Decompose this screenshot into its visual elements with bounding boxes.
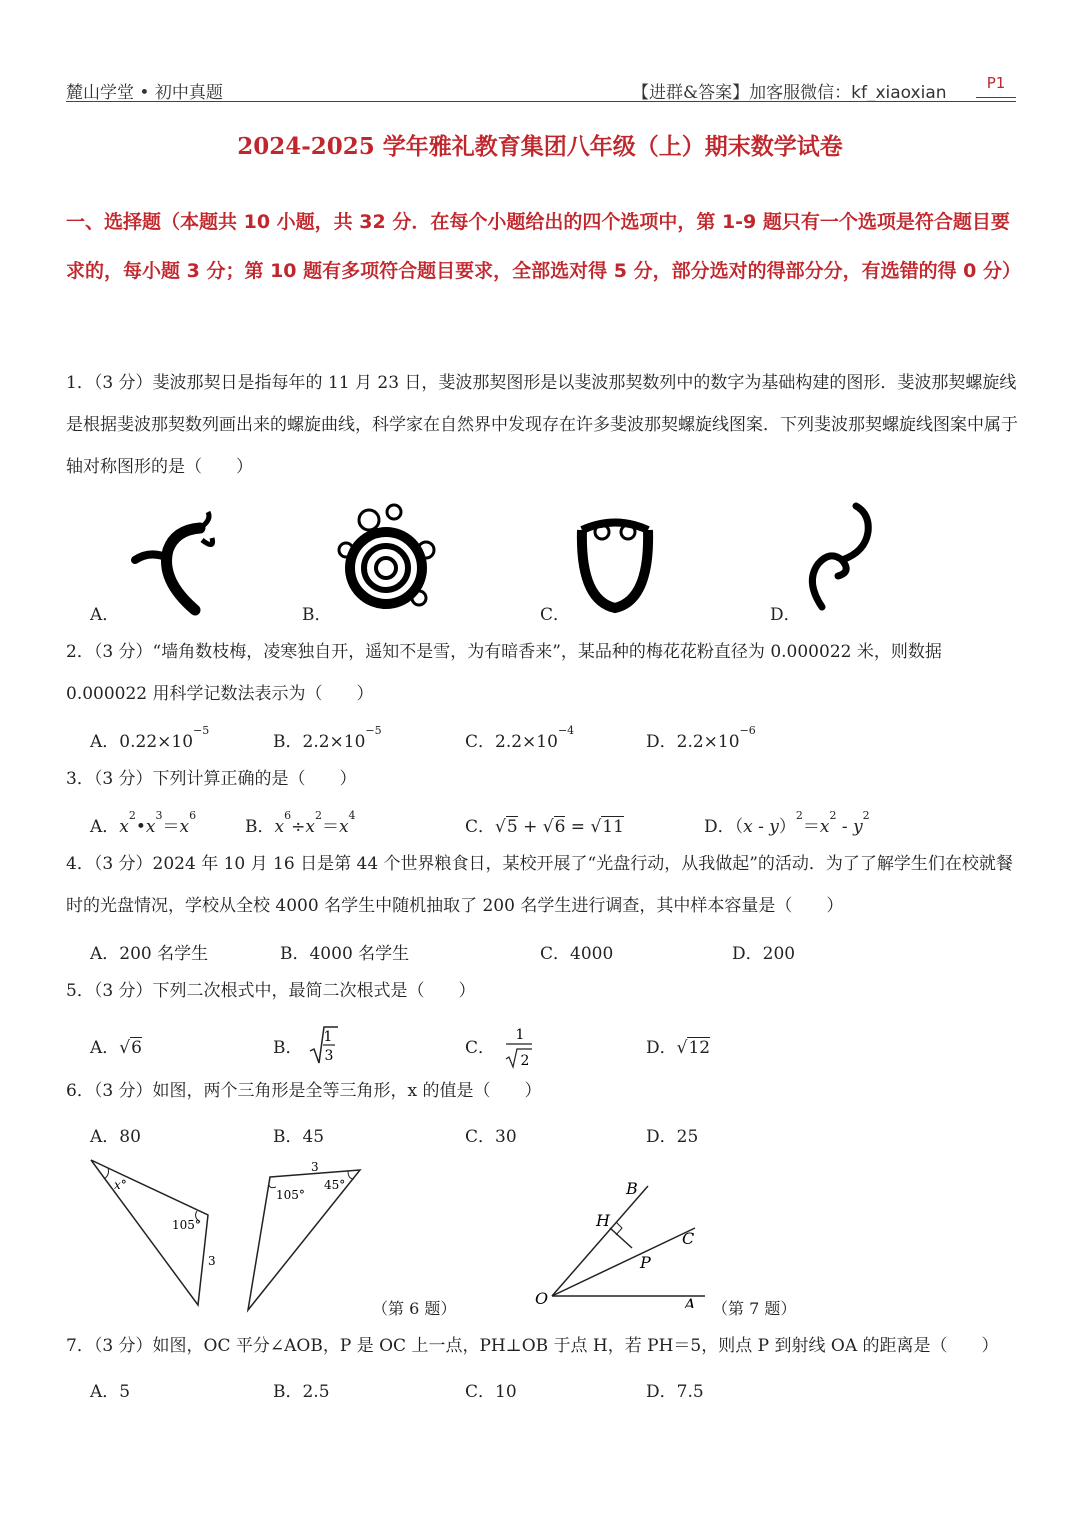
q6-options — [90, 1122, 1020, 1152]
q2-option-a[interactable]: A．$0.22\times 10^{-5}$ — [90, 724, 210, 752]
svg-text:1: 1 — [323, 1029, 333, 1045]
q1-label-d: D． — [770, 605, 801, 625]
q7-figure — [530, 1178, 710, 1312]
q7-label-p: P — [640, 1253, 651, 1272]
q6-figure-right — [240, 1155, 370, 1319]
q4-option-c[interactable]: C．4000 — [540, 944, 614, 964]
q6-right-angle-105: 105° — [276, 1188, 305, 1202]
q1-figure-a — [120, 510, 230, 624]
q6-right-side: 3 — [311, 1160, 319, 1174]
q6-figure-left — [86, 1155, 226, 1314]
page-title: 2024-2025 学年雅礼教育集团八年级（上）期末数学试卷 — [237, 133, 843, 160]
question-1: 1．（3 分）斐波那契日是指每年的 11 月 23 日，斐波那契图形是以斐波那契数列中的数字为基础构建的图形．斐波那契螺旋线是根据斐波那契数列画出来的螺旋曲线，科学家在自然界中发现存在许多斐波那契螺旋线图案．下列斐波那契螺旋线图案中属于轴对称图形的是（ ） — [66, 373, 1018, 477]
question-7: 7．（3 分）如图，OC 平分∠AOB，P 是 OC 上一点，PH⊥OB 于点 H，若 PH＝5，则点 P 到射线 OA 的距离是（ ） — [66, 1336, 999, 1356]
question-6: 6．（3 分）如图，两个三角形是全等三角形，x 的值是（ ） — [66, 1081, 542, 1101]
q4-options — [90, 939, 1020, 969]
svg-text:1: 1 — [515, 1027, 525, 1043]
question-5: 5．（3 分）下列二次根式中，最简二次根式是（ ） — [66, 981, 476, 1001]
q5-option-d[interactable]: D．√12 — [646, 1038, 711, 1058]
q6-left-angle-105: 105° — [172, 1218, 201, 1232]
q6-option-d[interactable]: D．25 — [646, 1127, 699, 1147]
page-number-rule — [976, 97, 1016, 98]
q5-option-c[interactable]: C． 1 2 — [465, 1025, 536, 1069]
q5-option-b[interactable]: B． 1 3 — [273, 1025, 340, 1065]
q5-option-a[interactable]: A．√6 — [90, 1038, 142, 1058]
svg-text:2: 2 — [520, 1053, 530, 1069]
q7-label-o: O — [535, 1289, 549, 1308]
q7-label-c: C — [682, 1229, 695, 1248]
header-left: 麓山学堂 • 初中真题 — [66, 83, 223, 103]
q1-label-a: A． — [90, 605, 120, 625]
q6-angle-x: x° — [114, 1178, 127, 1192]
q1-figure-b — [334, 500, 444, 619]
q7-label-a: A — [684, 1295, 696, 1308]
q7-options — [90, 1377, 1020, 1407]
q2-option-b[interactable]: B．$2.2\times 10^{-5}$ — [273, 724, 382, 752]
q2-option-d[interactable]: D．$2.2\times 10^{-6}$ — [646, 724, 756, 752]
svg-text:3: 3 — [324, 1048, 334, 1064]
q1-figure-c — [570, 510, 660, 619]
q7-option-d[interactable]: D．7.5 — [646, 1382, 704, 1402]
q7-label-h: H — [596, 1211, 610, 1230]
q4-option-d[interactable]: D．200 — [732, 944, 796, 964]
q7-option-a[interactable]: A．5 — [90, 1382, 131, 1402]
q5-options — [90, 1025, 1020, 1069]
q6-right-angle-45: 45° — [324, 1178, 346, 1192]
question-3: 3．（3 分）下列计算正确的是（ ） — [66, 769, 357, 789]
q7-label-b: B — [626, 1179, 638, 1198]
q6-caption: （第 6 题） — [372, 1299, 457, 1318]
q1-figure-d — [800, 502, 880, 616]
wechat-id: kf_xiaoxian — [851, 83, 947, 103]
q3-option-d[interactable]: D．$(x - y)^2=x^2 - y^2$ — [704, 809, 870, 837]
q2-option-c[interactable]: C．$2.2\times 10^{-4}$ — [465, 724, 575, 752]
q2-options — [90, 724, 1020, 757]
q7-caption: （第 7 题） — [712, 1299, 797, 1318]
q3-option-b[interactable]: B．$x^6\div x^2=x^4$ — [245, 809, 356, 837]
q3-options — [90, 809, 1020, 842]
q6-left-side: 3 — [208, 1254, 216, 1268]
q4-option-b[interactable]: B．4000 名学生 — [280, 944, 410, 964]
q6-option-b[interactable]: B．45 — [273, 1127, 325, 1147]
header-right: 【进群&答案】加客服微信：kf_xiaoxian — [632, 83, 947, 103]
section-heading: 一、选择题（本题共 10 小题，共 32 分．在每个小题给出的四个选项中，第 1-9 题只有一个选项是符合题目要求的，每小题 3 分；第 10 题有多项符合题目要求，全部选对得 5 分，部分选对的得部分分，有选错的得 0 分） — [66, 211, 1022, 282]
q4-option-a[interactable]: A．200 名学生 — [90, 944, 209, 964]
q6-option-c[interactable]: C．30 — [465, 1127, 517, 1147]
q3-option-a[interactable]: A．$x^2•x^3=x^6$ — [90, 809, 197, 837]
page-number: P1 — [986, 74, 1006, 92]
header-rule — [66, 101, 1016, 102]
question-4: 4．（3 分）2024 年 10 月 16 日是第 44 个世界粮食日，某校开展了“光盘行动，从我做起”的活动．为了了解学生们在校就餐时的光盘情况，学校从全校 4000 名学生中随机抽取了 200 名学生进行调查，其中样本容量是（ ） — [66, 854, 1013, 916]
q3-option-c[interactable]: C．√5 + √6 = √11 — [465, 817, 624, 837]
q1-label-c: C． — [540, 605, 571, 625]
q1-label-b: B． — [302, 605, 332, 625]
question-2: 2．（3 分）“墙角数枝梅，凌寒独自开，遥知不是雪，为有暗香来”，某品种的梅花花粉直径为 0.000022 米，则数据 0.000022 用科学记数法表示为（ ） — [66, 642, 942, 704]
q6-option-a[interactable]: A．80 — [90, 1127, 141, 1147]
q7-option-b[interactable]: B．2.5 — [273, 1382, 330, 1402]
q7-option-c[interactable]: C．10 — [465, 1382, 517, 1402]
